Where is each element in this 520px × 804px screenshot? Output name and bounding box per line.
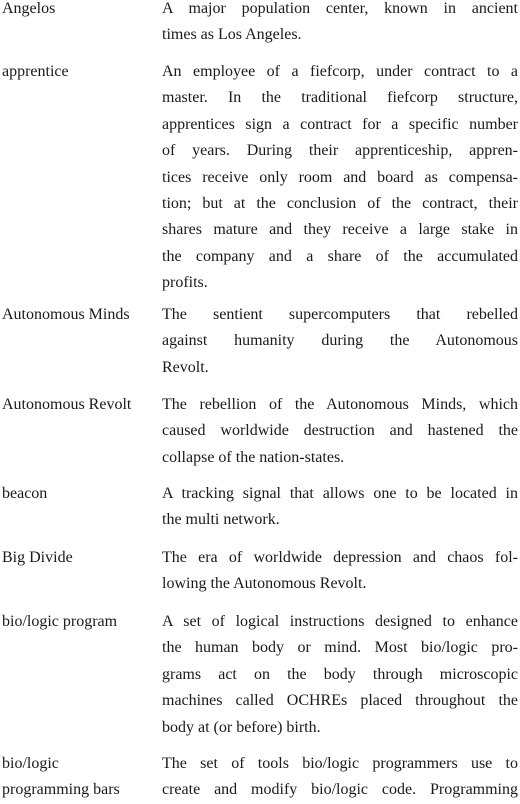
glossary-term: Angelos bbox=[2, 0, 56, 17]
definition-line: The set of tools bio/logic programmers use to bbox=[162, 755, 518, 772]
definition-line: machines called OCHREs placed throughout the bbox=[162, 692, 518, 710]
glossary-definition bbox=[162, 392, 518, 471]
definition-line: Revolt. bbox=[162, 358, 209, 376]
glossary-definition bbox=[162, 609, 518, 741]
glossary-definition bbox=[162, 481, 518, 534]
glossary-definition bbox=[162, 302, 518, 381]
glossary-term: bio/logic programming bars bbox=[2, 755, 120, 799]
glossary-definition bbox=[162, 751, 518, 804]
definition-line: tices receive only room and board as compensa- bbox=[162, 168, 518, 186]
definition-line: lowing the Autonomous Revolt. bbox=[162, 575, 367, 593]
glossary-definition bbox=[162, 59, 518, 297]
definition-line: the multi network. bbox=[162, 511, 280, 529]
glossary-term: Autonomous Revolt bbox=[2, 396, 132, 413]
definition-line: of years. During their apprenticeship, appren- bbox=[162, 142, 518, 160]
definition-line: A set of logical instructions designed to enhance bbox=[162, 613, 518, 630]
glossary-term: Autonomous Minds bbox=[2, 306, 130, 323]
definition-line: The rebellion of the Autonomous Minds, which bbox=[162, 396, 518, 413]
definition-line: collapse of the nation-states. bbox=[162, 448, 345, 466]
definition-line: against humanity during the Autonomous bbox=[162, 332, 518, 350]
definition-line: tion; but at the conclusion of the contract, their bbox=[162, 194, 518, 212]
glossary-term: beacon bbox=[2, 485, 48, 502]
glossary-term: bio/logic program bbox=[2, 613, 118, 630]
glossary-definition bbox=[162, 545, 518, 598]
definition-line: The era of worldwide depression and chaos fol- bbox=[162, 549, 518, 566]
definition-line: the company and a share of the accumulated bbox=[162, 247, 518, 265]
definition-line: A major population center, known in ancient bbox=[162, 0, 518, 17]
definition-line: An employee of a fiefcorp, under contract to a bbox=[162, 63, 518, 80]
glossary-term: apprentice bbox=[2, 63, 69, 80]
definition-line: grams act on the body through microscopic bbox=[162, 665, 518, 683]
definition-line: apprentices sign a contract for a specific number bbox=[162, 115, 518, 133]
definition-line: create and modify bio/logic code. Programming bbox=[162, 781, 518, 799]
definition-line: body at (or before) birth. bbox=[162, 718, 321, 736]
definition-line: times as Los Angeles. bbox=[162, 26, 302, 44]
definition-line: A tracking signal that allows one to be located in bbox=[162, 485, 518, 502]
definition-line: The sentient supercomputers that rebelled bbox=[162, 306, 518, 323]
definition-line: the human body or mind. Most bio/logic pro- bbox=[162, 639, 518, 657]
definition-line: shares mature and they receive a large stake in bbox=[162, 221, 518, 239]
definition-line: profits. bbox=[162, 274, 208, 292]
definition-line: master. In the traditional fiefcorp structure, bbox=[162, 89, 518, 107]
definition-line: caused worldwide destruction and hastened the bbox=[162, 422, 518, 440]
glossary-term: Big Divide bbox=[2, 549, 73, 566]
glossary-definition bbox=[162, 0, 518, 49]
